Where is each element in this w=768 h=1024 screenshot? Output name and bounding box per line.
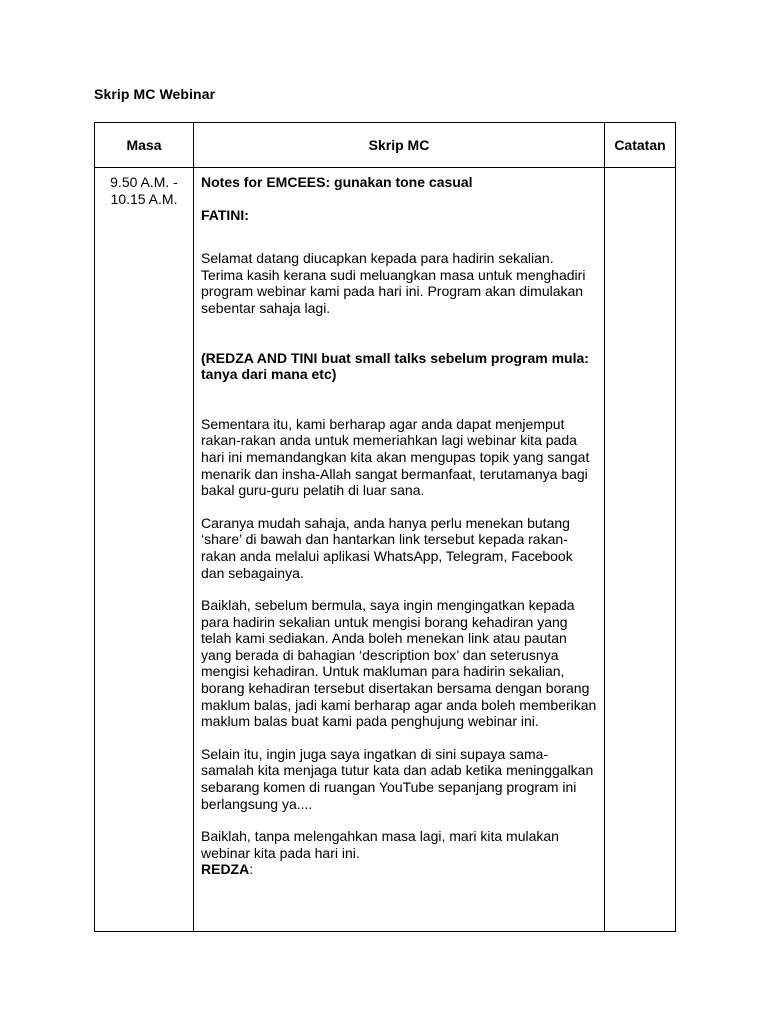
skrip-cell	[194, 168, 605, 932]
script-paragraph-attendance: Baiklah, sebelum bermula, saya ingin mengingatkan kepada para hadirin sekalian untuk mengisi borang kehadiran yang telah kami sediakan. Anda boleh menekan link atau pautan yang berada di bahagian ‘description box’ dan seterusnya mengisi kehadiran. Untuk makluman para hadirin sekalian, borang kehadiran tersebut disertakan bersama dengan borang maklum balas, jadi kami berharap agar anda boleh memberikan maklum balas buat kami pada penghujung webinar ini.	[201, 597, 597, 730]
table-row	[95, 168, 676, 932]
speaker-label-redza-colon: :	[249, 861, 254, 878]
speaker-label-fatini: FATINI:	[201, 206, 249, 223]
table-body	[95, 168, 676, 932]
speaker-label-redza-line	[201, 861, 598, 878]
script-paragraph-invite: Sementara itu, kami berharap agar anda dapat menjemput rakan-rakan anda untuk memeriahkan lagi webinar kita pada hari ini memandangkan kita akan mengupas topik yang sangat menarik dan insha-Allah sangat bermanfaat, terutamanya bagi bakal guru-guru pelatih di luar sana.	[201, 415, 590, 499]
document-title: Skrip MC Webinar	[94, 86, 216, 102]
masa-cell: 9.50 A.M. - 10.15 A.M.	[95, 168, 194, 932]
emcee-notes: Notes for EMCEES: gunakan tone casual	[201, 174, 473, 190]
stage-instruction: (REDZA AND TINI buat small talks sebelum program mula: tanya dari mana etc)	[201, 349, 589, 383]
speaker-label-redza: REDZA	[201, 861, 250, 878]
mc-script-table	[94, 122, 676, 932]
header-masa: Masa	[95, 123, 194, 168]
table-header	[95, 123, 676, 168]
script-paragraph-welcome: Selamat datang diucapkan kepada para hadirin sekalian. Terima kasih kerana sudi meluangkan masa untuk menghadiri program webinar kami pada hari ini. Program akan dimulakan sebentar sahaja lagi.	[201, 250, 586, 316]
script-paragraph-start: Baiklah, tanpa melengahkan masa lagi, mari kita mulakan webinar kita pada hari ini.	[201, 828, 559, 861]
script-paragraph-etiquette: Selain itu, ingin juga saya ingatkan di sini supaya sama-samalah kita menjaga tutur kata dan adab ketika meninggalkan sebarang komen di ruangan YouTube sepanjang program ini berlangsung ya....	[201, 745, 594, 812]
header-row	[95, 123, 676, 168]
header-catatan: Catatan	[605, 123, 676, 168]
catatan-cell	[605, 168, 676, 932]
script-paragraph-share: Caranya mudah sahaja, anda hanya perlu menekan butang ‘share’ di bawah dan hantarkan link tersebut kepada rakan-rakan anda melalui aplikasi WhatsApp, Telegram, Facebook dan sebagainya.	[201, 514, 573, 581]
header-skrip-mc: Skrip MC	[194, 123, 605, 168]
